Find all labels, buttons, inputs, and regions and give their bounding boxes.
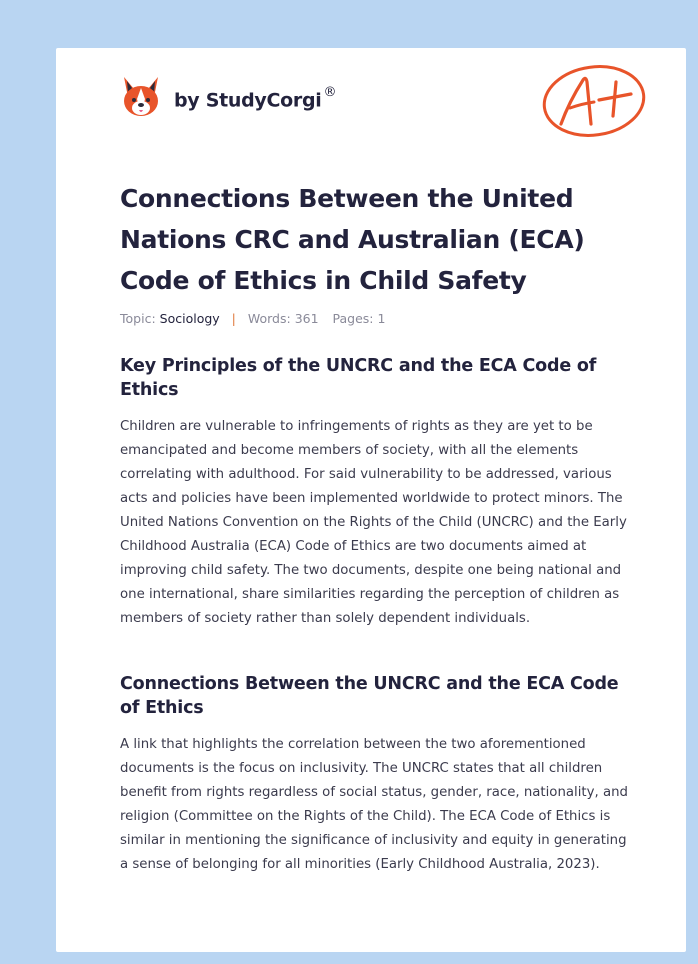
pages-label: Pages: [332, 311, 374, 326]
a-plus-stamp-icon [539, 58, 651, 142]
section-paragraph: A link that highlights the correlation between the two aforementioned documents is the focus on inclusivity. The UNCRC states that all children benefit from rights regardless of social status, gender, race, nationality, and religion (Committee on the Rights of the Child). The ECA Code of Ethics is similar in mentioning the significance of inclusivity and equity in generating a sense of belonging for all minorities (Early Childhood Australia, 2023). [120, 737, 628, 872]
words-count: 361 [294, 311, 319, 326]
topic-label: Topic: [120, 311, 156, 326]
meta-separator: | [231, 311, 236, 326]
document-page [56, 48, 686, 952]
registered-mark: ® [323, 85, 337, 101]
section-heading: Connections Between the UNCRC and the ECA Code of Ethics [120, 674, 619, 718]
words-label: Words: [247, 311, 291, 326]
corgi-logo-icon [120, 75, 162, 119]
page-title: Connections Between the United Nations CRC and Australian (ECA) Code of Ethics in Child Safety [120, 184, 585, 295]
studycorgi-logo[interactable] [120, 75, 336, 119]
topic-link[interactable]: Sociology [159, 311, 220, 326]
pages-count: 1 [377, 311, 386, 326]
brand-label: StudyCorgi [205, 89, 322, 112]
section-paragraph: Children are vulnerable to infringements of rights as they are yet to be emancipated and become members of society, with all the elements correlating with adulthood. For said vulnerability to be addressed, various acts and policies have been implemented worldwide to protect minors. The United Nations Convention on the Rights of the Child (UNCRC) and the Early Childhood Australia (ECA) Code of Ethics are two documents aimed at improving child safety. The two documents, despite one being national and one international, share similarities regarding the perception of children as members of society rather than solely dependent individuals. [120, 419, 627, 626]
document-meta [120, 311, 385, 326]
section-heading: Key Principles of the UNCRC and the ECA Code of Ethics [120, 356, 597, 400]
brand-name [174, 85, 337, 112]
brand-prefix: by [174, 89, 206, 112]
